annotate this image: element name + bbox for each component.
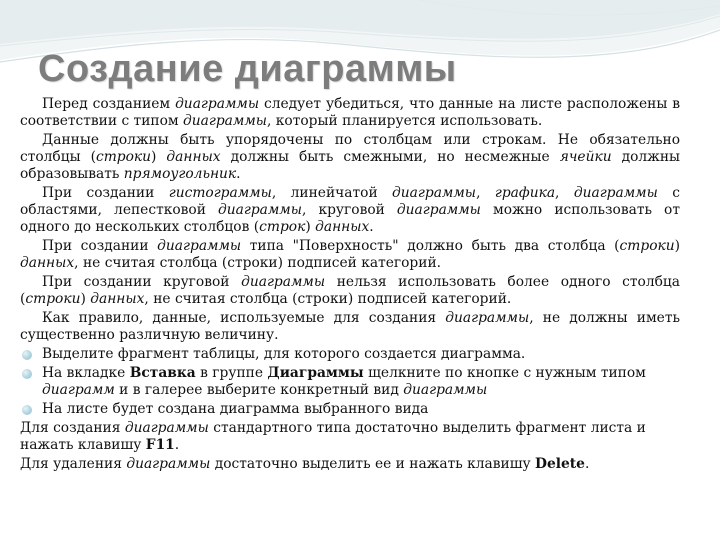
bold-term: F11 bbox=[145, 437, 175, 453]
text-run: , bbox=[476, 185, 495, 201]
bold-term: Вставка bbox=[129, 365, 196, 381]
bullet-item-b3 bbox=[20, 401, 680, 418]
italic-term: диаграммы bbox=[573, 185, 658, 201]
text-run: Для удаления bbox=[20, 456, 127, 472]
bold-term: Delete bbox=[535, 456, 585, 472]
italic-term: данных bbox=[315, 219, 370, 235]
bullet-item-b1 bbox=[20, 346, 680, 363]
text-run: Выделите фрагмент таблицы, для которого создается диаграмма. bbox=[42, 346, 526, 362]
text-run: . bbox=[584, 456, 590, 472]
text-run: ) bbox=[674, 238, 681, 254]
italic-term: строк bbox=[259, 219, 306, 235]
bullet-text bbox=[42, 401, 428, 417]
bullet-text bbox=[42, 365, 646, 398]
bullet-list bbox=[20, 346, 680, 418]
text-run: Для создания bbox=[20, 420, 125, 436]
text-run: ) bbox=[80, 291, 91, 307]
paragraphs bbox=[20, 96, 680, 344]
bullet-circle-icon bbox=[22, 405, 32, 415]
text-run: При создании круговой bbox=[42, 274, 242, 290]
italic-term: диаграммы bbox=[217, 202, 302, 218]
text-run: в группе bbox=[195, 365, 268, 381]
text-run: Данные должны быть упорядочены по столбцам или строкам. Не обязательно столбцы ( bbox=[20, 132, 680, 165]
bullet-circle-icon bbox=[22, 369, 32, 379]
italic-term: диаграммы bbox=[396, 202, 481, 218]
text-run: следует убедиться, что данные на листе расположены в соответствии с типом bbox=[20, 96, 680, 129]
text-run: типа "Поверхность" должно быть два столбца ( bbox=[241, 238, 620, 254]
text-run: . bbox=[369, 219, 374, 235]
text-run: щелкните по кнопке с нужным типом bbox=[363, 365, 646, 381]
text-run: можно использовать от одного до нескольких столбцов ( bbox=[20, 202, 680, 235]
italic-term: диаграмм bbox=[42, 382, 115, 398]
text-run: , не должны иметь существенно различную величину. bbox=[20, 310, 680, 343]
italic-term: диаграммы bbox=[241, 274, 326, 290]
text-run: должны образовывать bbox=[20, 149, 681, 182]
italic-term: строки bbox=[619, 238, 675, 254]
bullet-circle-icon bbox=[22, 350, 32, 360]
paragraph-p1 bbox=[20, 96, 680, 130]
text-run: . bbox=[236, 166, 241, 182]
text-run: Как правило, данные, используемые для создания bbox=[42, 310, 446, 326]
paragraph-p4 bbox=[20, 238, 680, 272]
slide-body bbox=[20, 96, 680, 473]
text-run: с областями, лепестковой bbox=[20, 185, 680, 218]
text-run: Перед созданием bbox=[42, 96, 176, 112]
italic-term: диаграммы bbox=[175, 96, 260, 112]
italic-term: диаграммы bbox=[124, 420, 209, 436]
text-run: . bbox=[174, 437, 180, 453]
italic-term: диаграммы bbox=[126, 456, 211, 472]
text-run: На листе будет создана диаграмма выбранного вида bbox=[42, 401, 429, 417]
italic-term: диаграммы bbox=[392, 185, 477, 201]
text-run: должны быть смежными, но несмежные bbox=[220, 149, 560, 165]
text-run: При создании bbox=[42, 185, 169, 201]
text-run: , круговой bbox=[302, 202, 397, 218]
text-run: , который планируется использовать. bbox=[267, 113, 543, 129]
bullet-text bbox=[42, 346, 525, 362]
italic-term: прямоугольник bbox=[123, 166, 237, 182]
italic-term: данных bbox=[166, 149, 221, 165]
text-run: На вкладке bbox=[42, 365, 130, 381]
paragraph-p5 bbox=[20, 274, 680, 308]
closing-line-c2 bbox=[20, 456, 680, 473]
text-run: ) bbox=[305, 219, 316, 235]
text-run: , не считая столбца (строки) подписей категорий. bbox=[144, 291, 512, 307]
text-run: , линейчатой bbox=[271, 185, 393, 201]
italic-term: данных bbox=[20, 255, 75, 271]
text-run: стандартного типа достаточно выделить фрагмент листа и нажать клавишу bbox=[20, 420, 646, 453]
bullet-item-b2 bbox=[20, 365, 680, 399]
closing-notes bbox=[20, 420, 680, 473]
italic-term: графика bbox=[494, 185, 556, 201]
slide-title: Создание диаграммы bbox=[38, 48, 457, 90]
italic-term: ячейки bbox=[559, 149, 612, 165]
text-run: При создании bbox=[42, 238, 158, 254]
italic-term: диаграммы bbox=[403, 382, 488, 398]
text-run: нельзя использовать более одного столбца ( bbox=[20, 274, 680, 307]
italic-term: гистограммы bbox=[168, 185, 272, 201]
paragraph-p6 bbox=[20, 310, 680, 344]
paragraph-p3 bbox=[20, 185, 680, 236]
text-run: ) bbox=[151, 149, 167, 165]
text-run: достаточно выделить ее и нажать клавишу bbox=[210, 456, 536, 472]
italic-term: строки bbox=[25, 291, 81, 307]
bold-term: Диаграммы bbox=[267, 365, 364, 381]
text-run: и в галерее выберите конкретный вид bbox=[114, 382, 404, 398]
italic-term: диаграммы bbox=[157, 238, 242, 254]
italic-term: строки bbox=[95, 149, 152, 165]
paragraph-p2 bbox=[20, 132, 680, 183]
italic-term: данных bbox=[90, 291, 145, 307]
italic-term: диаграммы bbox=[183, 113, 268, 129]
italic-term: диаграммы bbox=[445, 310, 530, 326]
text-run: , bbox=[555, 185, 574, 201]
closing-line-c1 bbox=[20, 420, 680, 454]
text-run: , не считая столбца (строки) подписей категорий. bbox=[74, 255, 442, 271]
